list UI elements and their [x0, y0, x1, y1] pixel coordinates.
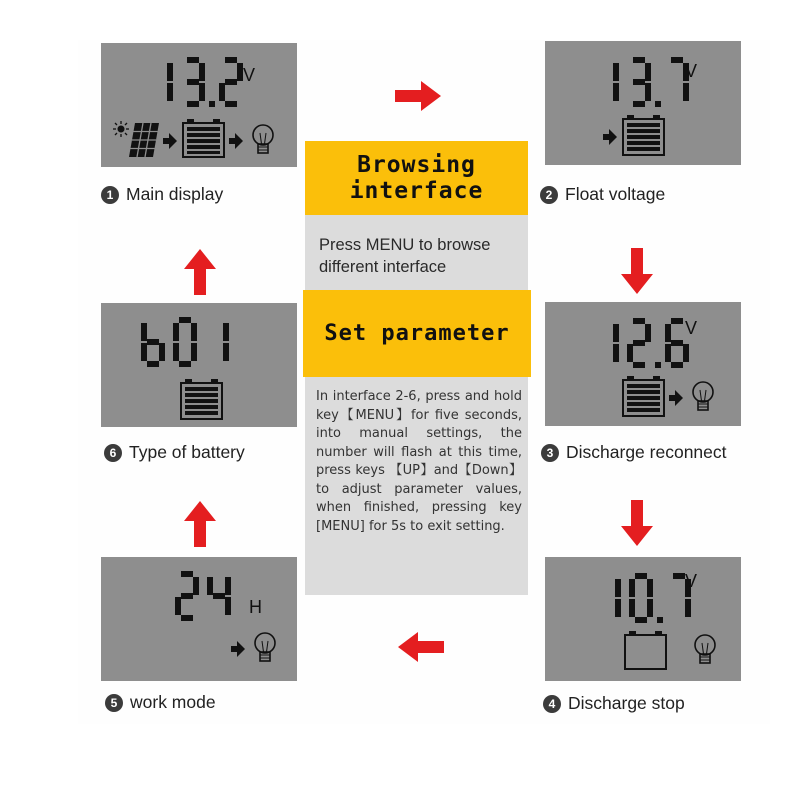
battery-icon: [183, 119, 224, 157]
lcd-digit: [627, 318, 651, 368]
lcd-segment: [191, 343, 197, 361]
lcd-segment: [187, 101, 199, 107]
set-parameter-note: [305, 377, 528, 595]
step-number-badge: 1: [101, 186, 119, 204]
lcd-digit: [613, 63, 619, 101]
lcd-segment: [225, 57, 237, 63]
lcd-segment: [633, 362, 645, 368]
lcd-value-digits: [175, 571, 231, 621]
lcd-value-digits: [167, 57, 243, 107]
lcd-segment: [159, 343, 165, 361]
lcd-digit: [207, 577, 231, 615]
arrow-right-icon: [603, 129, 617, 145]
lcd-type-of-battery: [101, 303, 297, 427]
lcd-unit-label: V: [685, 318, 698, 338]
browsing-interface-header: [305, 141, 528, 215]
lcd-segment: [179, 361, 191, 367]
lcd-segment: [671, 362, 683, 368]
lcd-value-digits: [615, 573, 691, 623]
lcd-segment: [187, 79, 199, 85]
lcd-segment: [633, 101, 645, 107]
lcd-segment: [223, 343, 229, 361]
lcd-segment: [647, 599, 653, 617]
lcd-segment: [635, 573, 647, 579]
lcd-segment: [181, 615, 193, 621]
lcd-digit: [223, 323, 229, 361]
lcd-decimal-point: [655, 362, 661, 368]
lcd-segment: [633, 318, 645, 324]
bulb-icon: [695, 635, 715, 663]
lcd-segment: [147, 339, 159, 345]
caption-label: Type of battery: [129, 442, 245, 462]
flow-arrow-up-1: [184, 501, 216, 549]
set-parameter-title: Set parameter: [324, 321, 510, 346]
bulb-icon: [693, 382, 713, 410]
lcd-segment: [193, 577, 199, 595]
lcd-segment: [671, 340, 683, 346]
lcd-segment: [191, 323, 197, 341]
browsing-note-text: Press MENU to browse different interface: [319, 236, 491, 276]
lcd-digit: [629, 573, 653, 623]
lcd-segment: [647, 579, 653, 597]
lcd-float-voltage: [545, 41, 741, 165]
lcd-segment: [225, 79, 237, 85]
lcd-unit-label: V: [685, 571, 698, 591]
lcd-segment: [173, 343, 179, 361]
lcd-segment: [225, 577, 231, 595]
lcd-segment: [199, 63, 205, 81]
lcd-segment: [147, 361, 159, 367]
set-parameter-header: [303, 290, 531, 377]
lcd-segment: [225, 101, 237, 107]
lcd-segment: [645, 324, 651, 342]
browsing-title-line1: Browsing: [357, 152, 476, 178]
lcd-segment: [199, 83, 205, 101]
lcd-digit: [141, 323, 165, 367]
lcd-discharge-stop: [545, 557, 741, 681]
caption-label: Discharge stop: [568, 693, 685, 713]
browsing-title-line2: interface: [349, 178, 484, 204]
caption-float-voltage: [540, 184, 665, 205]
lcd-digit: [219, 57, 243, 107]
flow-arrow-down-2: [621, 500, 653, 548]
flow-arrow-left: [398, 632, 446, 662]
lcd-segment: [645, 83, 651, 101]
lcd-decimal-point: [655, 101, 661, 107]
step-number-badge: 4: [543, 695, 561, 713]
lcd-work-mode-screen: [101, 557, 297, 681]
lcd-unit-label: V: [243, 65, 256, 85]
lcd-value-digits: [613, 57, 689, 107]
flow-arrow-down-1: [621, 248, 653, 296]
lcd-type-of-battery-screen: [101, 303, 297, 427]
lcd-segment: [683, 83, 689, 101]
solar-panel-icon: [129, 123, 159, 157]
lcd-value-digits: [141, 317, 229, 367]
lcd-segment: [665, 324, 671, 342]
lcd-decimal-point: [209, 101, 215, 107]
bulb-icon: [253, 125, 273, 153]
lcd-segment: [665, 344, 671, 362]
lcd-segment: [615, 579, 621, 597]
lcd-segment: [673, 573, 685, 579]
arrow-right-icon: [163, 133, 177, 149]
lcd-segment: [179, 317, 191, 323]
lcd-decimal-point: [657, 617, 663, 623]
lcd-digit: [173, 317, 197, 367]
lcd-segment: [613, 83, 619, 101]
lcd-segment: [141, 343, 147, 361]
empty-battery-icon: [625, 631, 666, 669]
battery-icon: [623, 376, 664, 416]
lcd-segment: [213, 593, 225, 599]
caption-label: Main display: [126, 184, 224, 204]
lcd-segment: [187, 57, 199, 63]
lcd-float-voltage-screen: [545, 41, 741, 165]
caption-discharge-reconnect: [541, 442, 727, 463]
lcd-segment: [633, 57, 645, 63]
lcd-segment: [613, 324, 619, 342]
lcd-segment: [671, 318, 683, 324]
lcd-segment: [629, 599, 635, 617]
lcd-segment: [167, 63, 173, 81]
bulb-icon: [255, 633, 275, 661]
lcd-segment: [627, 344, 633, 362]
lcd-discharge-reconnect: [545, 302, 741, 426]
lcd-segment: [175, 597, 181, 615]
lcd-digit: [175, 571, 199, 621]
lcd-segment: [615, 599, 621, 617]
lcd-segment: [181, 593, 193, 599]
caption-work-mode: [105, 692, 216, 713]
caption-type-of-battery: [104, 442, 245, 463]
lcd-segment: [141, 323, 147, 341]
lcd-discharge-reconnect-screen: [545, 302, 741, 426]
lcd-segment: [635, 617, 647, 623]
lcd-digit: [615, 579, 621, 617]
lcd-segment: [629, 579, 635, 597]
arrow-right-icon: [229, 133, 243, 149]
lcd-segment: [167, 83, 173, 101]
step-number-badge: 3: [541, 444, 559, 462]
lcd-digit: [167, 63, 173, 101]
arrow-right-icon: [231, 641, 245, 657]
lcd-main-display: [101, 43, 297, 167]
lcd-segment: [181, 571, 193, 577]
lcd-segment: [219, 83, 225, 101]
caption-label: Float voltage: [565, 184, 666, 204]
lcd-digit: [633, 57, 651, 107]
lcd-digit: [613, 324, 619, 362]
set-parameter-text: In interface 2-6, press and hold key【MENU】for five seconds, into manual settings, the number will flash at this time, press keys 【UP】and【Down】to adjust parameter values, when finished, pressing key [MENU] for 5s to exit setting.: [316, 389, 522, 534]
flow-arrow-up-2: [184, 249, 216, 297]
caption-label: work mode: [130, 692, 216, 712]
lcd-segment: [613, 344, 619, 362]
lcd-value-digits: [613, 318, 689, 368]
browsing-interface-note: [305, 215, 528, 290]
lcd-main-display-screen: [101, 43, 297, 167]
lcd-segment: [223, 323, 229, 341]
lcd-unit-label: H: [249, 597, 262, 617]
flow-arrow-right: [395, 81, 443, 111]
caption-label: Discharge reconnect: [566, 442, 727, 462]
sun-icon: [113, 121, 129, 137]
caption-main-display: [101, 184, 223, 205]
lcd-segment: [683, 344, 689, 362]
caption-discharge-stop: [543, 693, 685, 714]
lcd-segment: [633, 340, 645, 346]
lcd-segment: [685, 599, 691, 617]
lcd-segment: [225, 597, 231, 615]
lcd-segment: [207, 577, 213, 595]
step-number-badge: 2: [540, 186, 558, 204]
lcd-segment: [671, 57, 683, 63]
lcd-segment: [633, 79, 645, 85]
lcd-segment: [613, 63, 619, 81]
lcd-digit: [187, 57, 205, 107]
step-number-badge: 6: [104, 444, 122, 462]
battery-icon: [181, 379, 222, 419]
step-number-badge: 5: [105, 694, 123, 712]
arrow-right-icon: [669, 390, 683, 406]
lcd-unit-label: V: [685, 61, 698, 81]
lcd-segment: [173, 323, 179, 341]
lcd-discharge-stop-screen: [545, 557, 741, 681]
battery-icon: [623, 115, 664, 155]
lcd-segment: [645, 63, 651, 81]
lcd-work-mode: [101, 557, 297, 681]
